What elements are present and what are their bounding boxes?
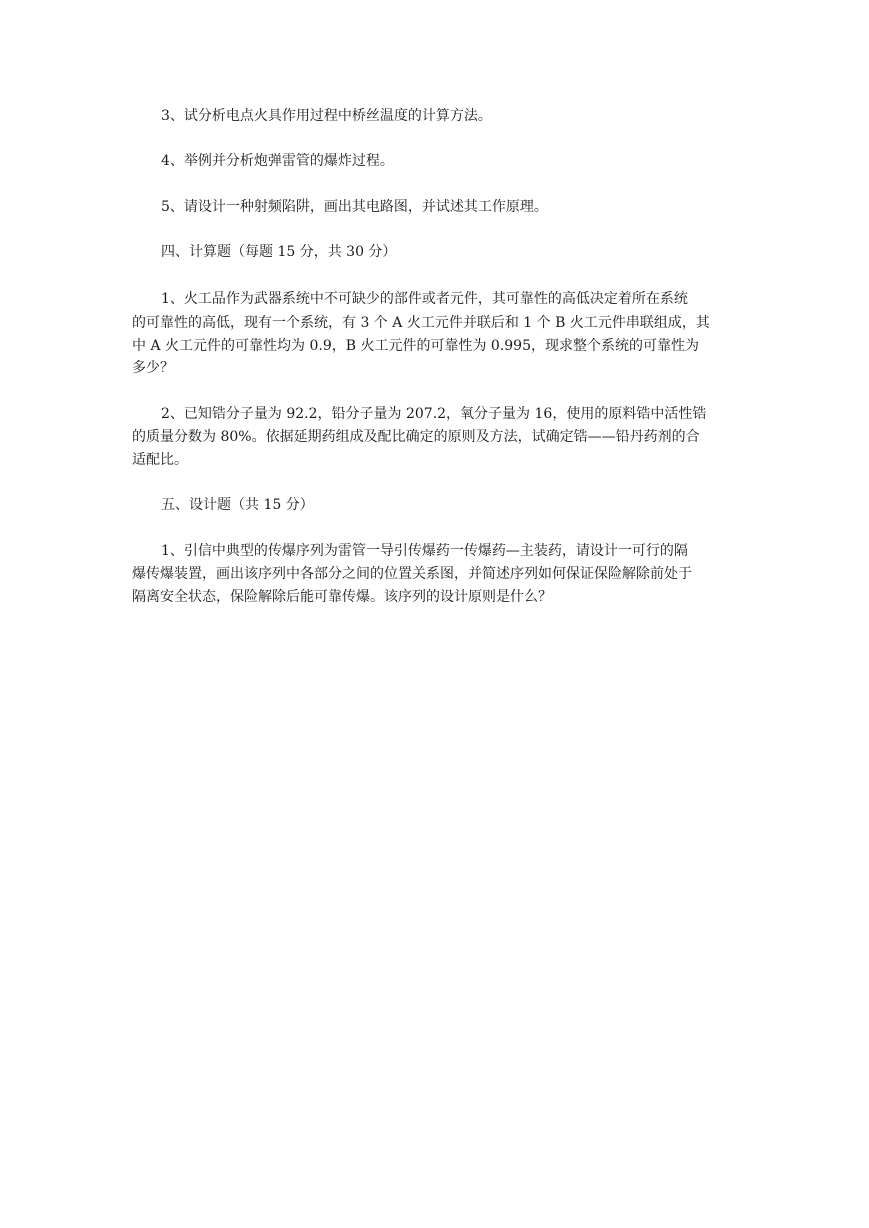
- question-4-1-line-2: 的可靠性的高低，现有一个系统，有 3 个 A 火工元件并联后和 1 个 B 火工元件串联组成，其: [132, 315, 710, 331]
- question-4-2-line-3: 适配比。: [132, 452, 188, 468]
- question-4-1-line-4: 多少？: [132, 360, 174, 376]
- question-4-2-line-2: 的质量分数为 80%。依据延期药组成及配比确定的原则及方法，试确定锆——铅丹药剂的合: [132, 429, 700, 445]
- question-5-1-line-1: 1、引信中典型的传爆序列为雷管一导引传爆药一传爆药—主装药，请设计一可行的隔: [161, 543, 688, 559]
- question-3-4: 4、举例并分析炮弹雷管的爆炸过程。: [161, 153, 394, 169]
- question-5-1-line-2: 爆传爆装置，画出该序列中各部分之间的位置关系图，并简述序列如何保证保险解除前处于: [132, 566, 692, 582]
- question-4-2-line-1: 2、已知锆分子量为 92.2，铅分子量为 207.2，氧分子量为 16，使用的原料锆中活性锆: [161, 406, 707, 422]
- question-4-1-line-1: 1、火工品作为武器系统中不可缺少的部件或者元件，其可靠性的高低决定着所在系统: [161, 291, 688, 307]
- section-heading-design: 五、设计题（共 15 分）: [161, 497, 314, 513]
- question-3-5: 5、请设计一种射频陷阱，画出其电路图，并试述其工作原理。: [161, 199, 548, 215]
- question-4-1-line-3: 中 A 火工元件的可靠性均为 0.9，B 火工元件的可靠性为 0.995，现求整个系统的可靠性为: [132, 338, 699, 354]
- question-3-3: 3、试分析电点火具作用过程中桥丝温度的计算方法。: [161, 108, 492, 124]
- section-heading-calculation: 四、计算题（每题 15 分，共 30 分）: [161, 244, 397, 260]
- question-5-1-line-3: 隔离安全状态，保险解除后能可靠传爆。该序列的设计原则是什么？: [132, 589, 552, 605]
